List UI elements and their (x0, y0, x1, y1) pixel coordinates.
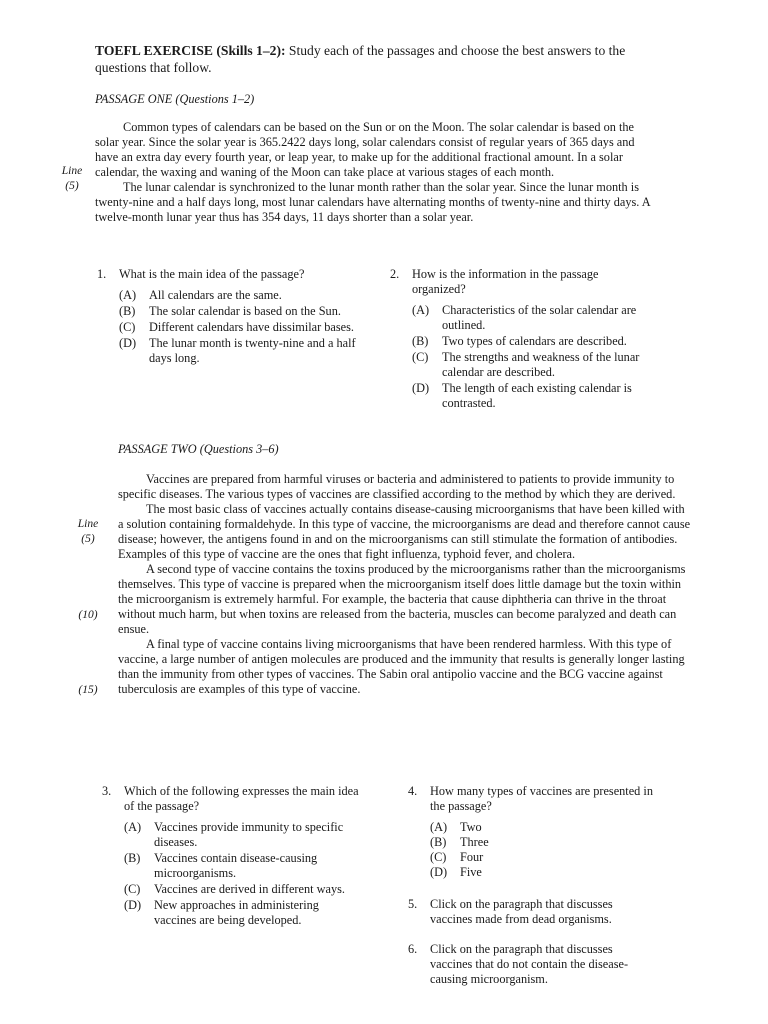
question-3-option-d[interactable]: (D) New approaches in administering vaccines are being developed. (124, 898, 319, 927)
line-marker-10: (10) (78, 609, 98, 621)
passage-two-paragraph-3[interactable]: A second type of vaccine contains the toxins produced by the microorganisms rather than the microorganisms themselves. This type of vaccine is prepared when the microorganism itself does little damage but the toxin within the microorganism is extremely harmful. For example, the bacteria that cause diphtheria can thrive in the throat without much harm, but when toxins are released from the bacteria, muscles can become paralyzed and death can ensue. (118, 562, 686, 636)
question-1-option-a[interactable]: (A) All calendars are the same. (119, 288, 282, 302)
question-2-option-a[interactable]: (A) Characteristics of the solar calendar are outlined. (412, 303, 637, 332)
passage-one-paragraph-2: The lunar calendar is synchronized to the lunar month rather than the solar year. Since the lunar month is twenty-nine and a half days long, most lunar calendars have alternating months of twenty-nine and thirty days. A twelve-month lunar year thus has 354 days, 11 days shorter than a solar year. (95, 180, 650, 224)
exercise-instructions: Study each of the passages and choose the best answers to the questions that follow. (95, 43, 626, 75)
question-1-option-d[interactable]: (D) The lunar month is twenty-nine and a half days long. (119, 336, 356, 365)
question-1-number: 1. (97, 267, 107, 281)
line-marker-label: Line (61, 165, 83, 177)
question-1 (97, 267, 359, 367)
line-marker-label-2: Line (77, 518, 99, 530)
passage-two-paragraph-4[interactable]: A final type of vaccine contains living microorganisms that have been rendered harmless. With this type of vaccine, a large number of antigen molecules are produced and the immunity that results is generally longer lasting than the immunity from other types of vaccines. The Sabin oral antipolio vaccine and the BCG vaccine against tuberculosis are examples of this type of vaccine. (118, 637, 685, 696)
question-2-stem: How is the information in the passage organized? (412, 267, 599, 296)
passage-two-paragraph-2[interactable]: The most basic class of vaccines actually contains disease-causing microorganisms that have been killed with a solution containing formaldehyde. In this type of vaccine, the microorganisms are dead and therefore cannot cause disease; however, the antigens found in and on the microorganisms can still stimulate the formation of antibodies. Examples of this type of vaccine are the ones that fight influenza, typhoid fever, and cholera. (118, 502, 691, 561)
question-2 (390, 267, 652, 412)
question-4-option-b[interactable]: (B) Three (430, 835, 489, 849)
question-3-number: 3. (102, 784, 112, 798)
question-5-stem: Click on the paragraph that discusses vaccines made from dead organisms. (430, 897, 613, 926)
passage-one-paragraph-1: Common types of calendars can be based on the Sun or on the Moon. The solar calendar is based on the solar year. Since the solar year is 365.2422 days long, solar calendars consist of regular years of 365 days and have an extra day every fourth year, or leap year, to make up for the additional fractional amount. In a solar calendar, the waxing and waning of the Moon can take place at various stages of each month. (95, 120, 635, 179)
question-1-stem: What is the main idea of the passage? (119, 267, 305, 281)
passage-one-title: PASSAGE ONE (Questions 1–2) (95, 92, 255, 106)
question-3-option-a[interactable]: (A) Vaccines provide immunity to specific diseases. (124, 820, 344, 849)
question-2-option-c[interactable]: (C) The strengths and weakness of the lunar calendar are described. (412, 350, 640, 379)
line-marker-15: (15) (78, 684, 98, 696)
line-marker-5-2: (5) (81, 533, 95, 545)
question-3 (102, 784, 364, 929)
question-3-option-b[interactable]: (B) Vaccines contain disease-causing microorganisms. (124, 851, 318, 880)
question-6-stem: Click on the paragraph that discusses vaccines that do not contain the disease-causing microorganism. (430, 942, 629, 986)
question-4-option-c[interactable]: (C) Four (430, 850, 484, 864)
question-4-option-d[interactable]: (D) Five (430, 865, 482, 879)
question-4-number: 4. (408, 784, 418, 798)
exercise-heading (95, 42, 675, 76)
passage-two-paragraph-1[interactable]: Vaccines are prepared from harmful viruses or bacteria and administered to patients to provide immunity to specific diseases. The various types of vaccines are classified according to the method by which they are derived. (118, 472, 676, 501)
question-4-option-a[interactable]: (A) Two (430, 820, 482, 834)
question-4-stem: How many types of vaccines are presented in the passage? (430, 784, 653, 813)
question-2-option-d[interactable]: (D) The length of each existing calendar is contrasted. (412, 381, 632, 410)
question-3-stem: Which of the following expresses the main idea of the passage? (124, 784, 359, 813)
question-6-number: 6. (408, 942, 418, 956)
question-2-number: 2. (390, 267, 400, 281)
question-1-option-b[interactable]: (B) The solar calendar is based on the Sun. (119, 304, 341, 318)
question-2-option-b[interactable]: (B) Two types of calendars are described. (412, 334, 627, 348)
question-5 (408, 897, 658, 927)
question-1-option-c[interactable]: (C) Different calendars have dissimilar bases. (119, 320, 354, 334)
passage-one-body (95, 120, 655, 225)
question-5-number: 5. (408, 897, 418, 911)
passage-two-title: PASSAGE TWO (Questions 3–6) (118, 442, 279, 456)
passage-two-body (118, 472, 692, 697)
question-3-option-c[interactable]: (C) Vaccines are derived in different ways. (124, 882, 345, 896)
exercise-title: TOEFL EXERCISE (Skills 1–2): (95, 43, 286, 58)
question-6 (408, 942, 658, 987)
question-4 (408, 784, 658, 880)
line-marker-5: (5) (65, 180, 79, 192)
